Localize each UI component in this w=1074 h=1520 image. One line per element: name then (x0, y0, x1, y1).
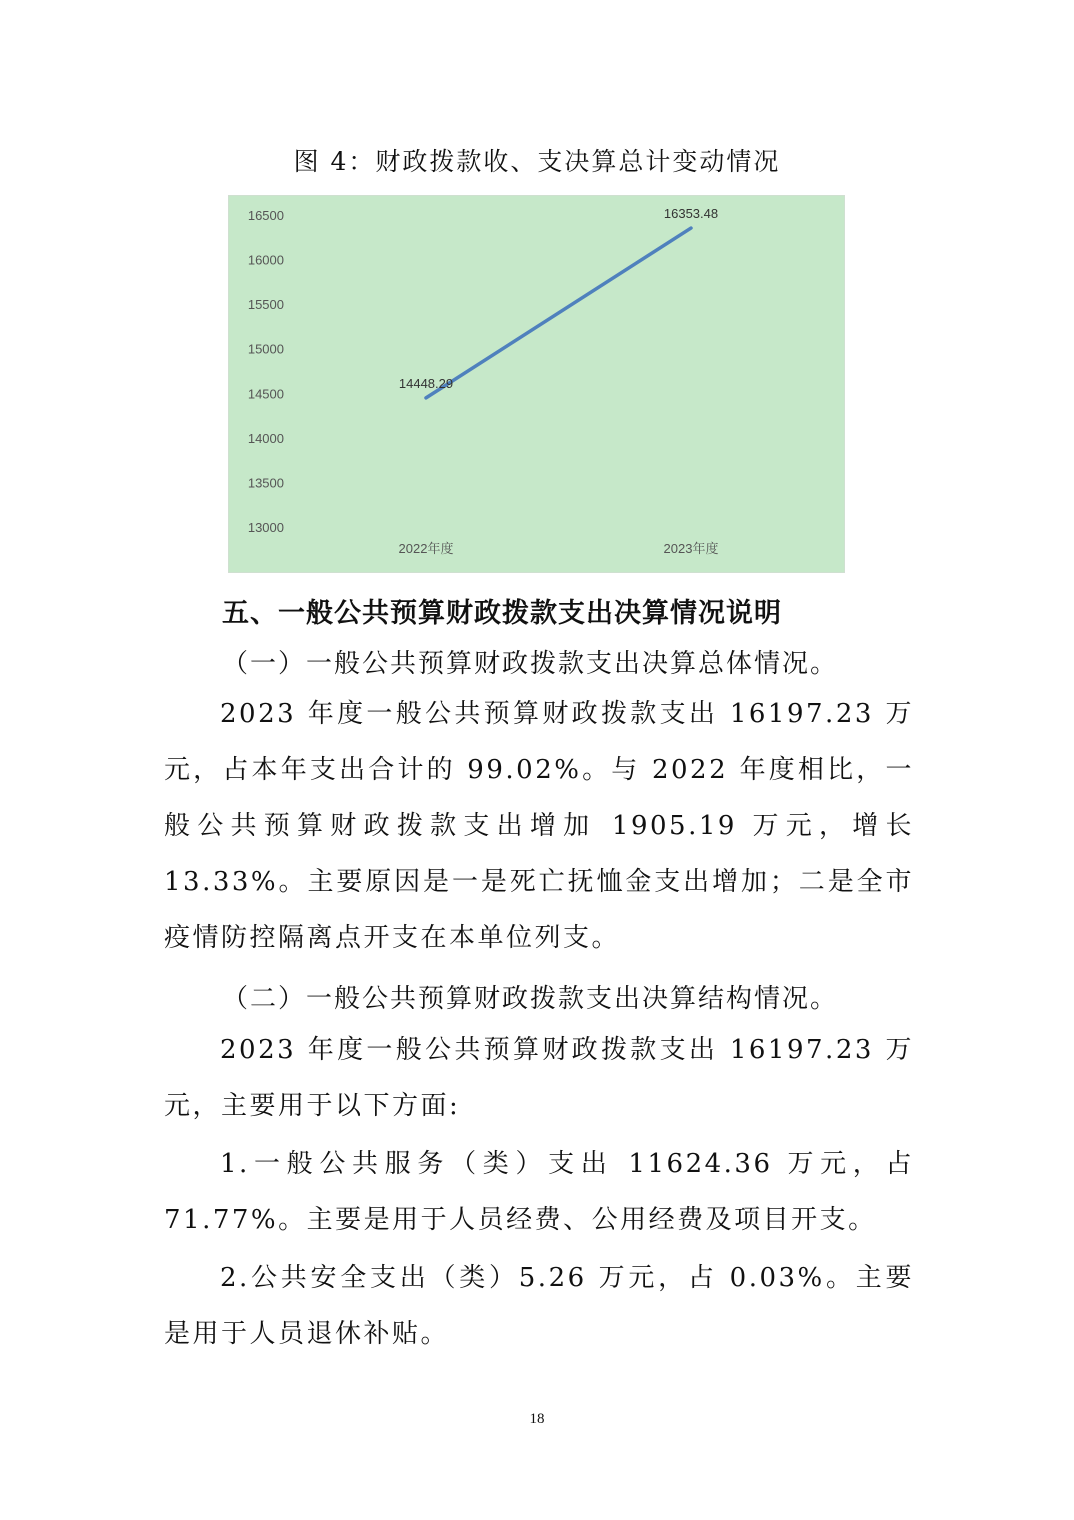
chart-background (228, 195, 845, 573)
x-tick-label: 2023年度 (663, 541, 719, 556)
subsection-title-2: （二）一般公共预算财政拨款支出决算结构情况。 (222, 984, 839, 1014)
y-tick-label: 15500 (247, 297, 284, 313)
y-tick-label: 14000 (247, 430, 284, 446)
y-tick-label: 15000 (247, 341, 284, 357)
list-item-general-public-services: 1.一般公共服务（类）支出 11624.36 万元，占 71.77%。主要是用于人员经费、公用经费及项目开支。 (164, 1149, 914, 1235)
y-tick-label: 13500 (247, 475, 284, 491)
y-tick-label: 13000 (247, 520, 284, 535)
section-title: 五、一般公共预算财政拨款支出决算情况说明 (222, 598, 782, 629)
figure-caption: 图 4：财政拨款收、支决算总计变动情况 (293, 147, 781, 176)
paragraph-structure: 2023 年度一般公共预算财政拨款支出 16197.23 万元，主要用于以下方面: (164, 1035, 914, 1121)
subsection-title-1: （一）一般公共预算财政拨款支出决算总体情况。 (222, 649, 839, 679)
paragraph-overall: 2023 年度一般公共预算财政拨款支出 16197.23 万元，占本年支出合计的 99.02%。与 2022 年度相比，一般公共预算财政拨款支出增加 1905.19 万元，增长 13.33%。主要原因是一是死亡抚恤金支出增加；二是全市疫情防控隔离点开支在本单位列支。 (164, 699, 914, 953)
line-chart (228, 195, 845, 573)
page-number: 18 (529, 1411, 545, 1427)
chart-svg (228, 195, 845, 573)
data-label: 16353.48 (663, 206, 719, 222)
list-item-public-security: 2.公共安全支出（类）5.26 万元，占 0.03%。主要是用于人员退休补贴。 (164, 1263, 914, 1349)
y-tick-label: 16000 (247, 252, 284, 268)
x-tick-label: 2022年度 (398, 541, 454, 556)
y-tick-label: 14500 (247, 386, 284, 402)
data-label: 14448.29 (398, 375, 454, 391)
y-tick-label: 16500 (247, 208, 284, 223)
